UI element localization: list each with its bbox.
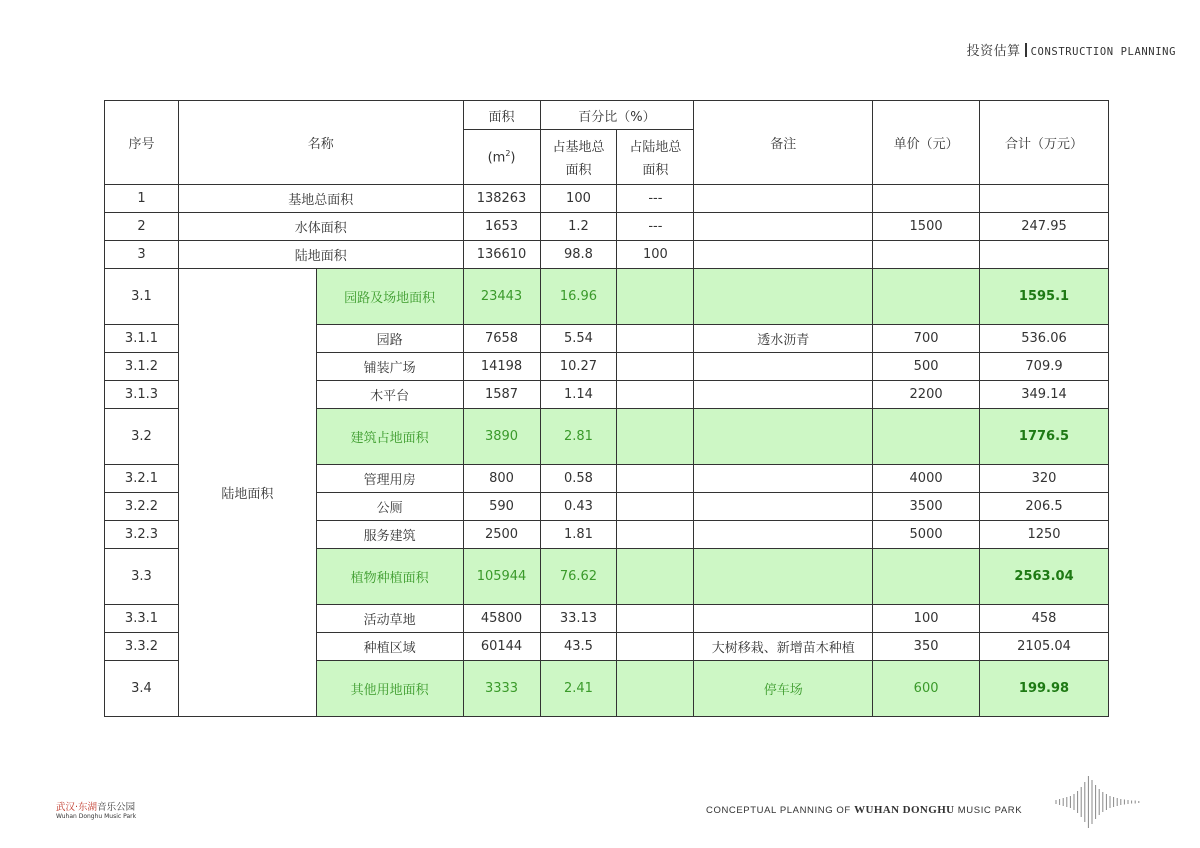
row-area: 45800: [463, 605, 540, 633]
row-price: 1500: [873, 213, 980, 241]
row-total: 206.5: [980, 493, 1109, 521]
row-pct-land: [617, 353, 694, 381]
row-price: 3500: [873, 493, 980, 521]
row-index: 3.2.3: [105, 521, 179, 549]
row-name: 水体面积: [178, 213, 463, 241]
row-price: 100: [873, 605, 980, 633]
row-name: 植物种植面积: [316, 549, 463, 605]
header-percent: 百分比（%）: [540, 101, 694, 130]
row-index: 3.3.1: [105, 605, 179, 633]
row-name: 基地总面积: [178, 185, 463, 213]
row-area: 3890: [463, 409, 540, 465]
row-total: 1250: [980, 521, 1109, 549]
row-pct-site: 2.81: [540, 409, 617, 465]
caption-strong: WUHAN DONGHU: [854, 804, 955, 816]
header-title-en: CONSTRUCTION PLANNING: [1030, 46, 1176, 58]
row-pct-site: 33.13: [540, 605, 617, 633]
row-pct-site: 16.96: [540, 269, 617, 325]
logo-en: Wuhan Donghu Music Park: [56, 813, 137, 820]
row-index: 3: [105, 241, 179, 269]
row-note: [694, 381, 873, 409]
logo-zh-dot: ·: [75, 802, 79, 813]
row-area: 105944: [463, 549, 540, 605]
header-pct-land: [617, 130, 694, 185]
header-row: [105, 101, 1109, 130]
row-total: 2563.04: [980, 549, 1109, 605]
row-total: 349.14: [980, 381, 1109, 409]
row-note: [694, 409, 873, 465]
row-total: 1595.1: [980, 269, 1109, 325]
caption-part1: CONCEPTUAL PLANNING OF: [706, 805, 851, 816]
land-group-label: 陆地面积: [178, 269, 316, 717]
row-total: 458: [980, 605, 1109, 633]
row-index: 3.4: [105, 661, 179, 717]
pct-site-line2: 面积: [565, 163, 592, 178]
header-pct-site: [540, 130, 617, 185]
row-total: 536.06: [980, 325, 1109, 353]
row-price: 350: [873, 633, 980, 661]
row-note: 停车场: [694, 661, 873, 717]
header-index: 序号: [105, 101, 179, 185]
row-price: [873, 269, 980, 325]
header-title-zh: 投资估算: [966, 44, 1021, 59]
row-note: [694, 521, 873, 549]
row-price: 4000: [873, 465, 980, 493]
row-note: [694, 269, 873, 325]
header-total: 合计（万元）: [980, 101, 1109, 185]
budget-table: [104, 100, 1109, 717]
row-pct-site: 10.27: [540, 353, 617, 381]
pct-land-line2: 面积: [642, 163, 669, 178]
table-row: [105, 213, 1109, 241]
row-note: [694, 353, 873, 381]
row-total: [980, 185, 1109, 213]
row-price: 600: [873, 661, 980, 717]
row-name: 其他用地面积: [316, 661, 463, 717]
pct-site-line1: 占基地总: [552, 140, 605, 155]
row-area: 1587: [463, 381, 540, 409]
row-note: [694, 241, 873, 269]
row-note: [694, 549, 873, 605]
row-price: 500: [873, 353, 980, 381]
row-index: 3.3: [105, 549, 179, 605]
sound-wave-logo-icon: [1054, 772, 1146, 832]
row-pct-land: 100: [617, 241, 694, 269]
row-pct-land: [617, 465, 694, 493]
row-pct-site: 5.54: [540, 325, 617, 353]
row-name: 服务建筑: [316, 521, 463, 549]
park-logo: [56, 802, 136, 821]
row-name: 管理用房: [316, 465, 463, 493]
header-name: 名称: [178, 101, 463, 185]
row-pct-land: [617, 633, 694, 661]
logo-zh-part1: 武汉: [56, 802, 76, 813]
row-index: 1: [105, 185, 179, 213]
row-area: 23443: [463, 269, 540, 325]
row-price: [873, 549, 980, 605]
row-pct-land: [617, 605, 694, 633]
area-unit-sup: 2: [505, 148, 511, 158]
row-total: [980, 241, 1109, 269]
row-total: 709.9: [980, 353, 1109, 381]
row-pct-land: ---: [617, 213, 694, 241]
row-price: 5000: [873, 521, 980, 549]
footer-caption: [706, 804, 1022, 816]
row-pct-land: ---: [617, 185, 694, 213]
row-index: 3.1.2: [105, 353, 179, 381]
header-unit-price: 单价（元）: [873, 101, 980, 185]
row-pct-site: 43.5: [540, 633, 617, 661]
row-name: 园路及场地面积: [316, 269, 463, 325]
row-pct-land: [617, 409, 694, 465]
row-pct-land: [617, 549, 694, 605]
row-pct-site: 100: [540, 185, 617, 213]
row-area: 60144: [463, 633, 540, 661]
header-area-unit: [463, 130, 540, 185]
row-total: 2105.04: [980, 633, 1109, 661]
row-note: [694, 213, 873, 241]
row-area: 138263: [463, 185, 540, 213]
row-pct-land: [617, 493, 694, 521]
row-index: 3.2: [105, 409, 179, 465]
table-row: [105, 185, 1109, 213]
header-note: 备注: [694, 101, 873, 185]
row-total: 199.98: [980, 661, 1109, 717]
row-name: 活动草地: [316, 605, 463, 633]
row-name: 建筑占地面积: [316, 409, 463, 465]
row-note: [694, 185, 873, 213]
page-header: [967, 40, 1176, 59]
row-area: 590: [463, 493, 540, 521]
row-index: 3.1: [105, 269, 179, 325]
row-note: [694, 605, 873, 633]
row-index: 3.1.1: [105, 325, 179, 353]
row-pct-site: 98.8: [540, 241, 617, 269]
header-area: 面积: [463, 101, 540, 130]
row-index: 3.2.1: [105, 465, 179, 493]
row-area: 136610: [463, 241, 540, 269]
header-separator: [1025, 43, 1027, 57]
row-pct-site: 0.43: [540, 493, 617, 521]
row-pct-land: [617, 661, 694, 717]
row-area: 800: [463, 465, 540, 493]
caption-part2: MUSIC PARK: [957, 805, 1023, 816]
row-name: 木平台: [316, 381, 463, 409]
row-pct-site: 0.58: [540, 465, 617, 493]
table-row-highlight: [105, 269, 1109, 325]
table-row: [105, 241, 1109, 269]
row-pct-site: 76.62: [540, 549, 617, 605]
row-pct-land: [617, 381, 694, 409]
logo-zh-part2: 东湖: [78, 802, 98, 813]
row-index: 2: [105, 213, 179, 241]
row-index: 3.3.2: [105, 633, 179, 661]
logo-zh: [56, 802, 136, 813]
row-pct-site: 1.14: [540, 381, 617, 409]
row-pct-site: 2.41: [540, 661, 617, 717]
row-area: 14198: [463, 353, 540, 381]
row-note: [694, 493, 873, 521]
area-unit-prefix: (m: [487, 150, 506, 166]
row-index: 3.2.2: [105, 493, 179, 521]
row-price: 700: [873, 325, 980, 353]
logo-zh-part3: 音乐公园: [97, 802, 136, 813]
row-total: 320: [980, 465, 1109, 493]
row-note: [694, 465, 873, 493]
row-total: 1776.5: [980, 409, 1109, 465]
row-pct-site: 1.2: [540, 213, 617, 241]
row-price: [873, 241, 980, 269]
pct-land-line1: 占陆地总: [629, 140, 682, 155]
row-name: 种植区域: [316, 633, 463, 661]
row-pct-land: [617, 269, 694, 325]
row-area: 3333: [463, 661, 540, 717]
row-name: 公厕: [316, 493, 463, 521]
row-price: [873, 185, 980, 213]
row-area: 7658: [463, 325, 540, 353]
row-name: 铺装广场: [316, 353, 463, 381]
row-area: 1653: [463, 213, 540, 241]
row-pct-land: [617, 325, 694, 353]
area-unit-suffix: ): [510, 150, 516, 166]
row-area: 2500: [463, 521, 540, 549]
row-pct-site: 1.81: [540, 521, 617, 549]
row-note: 大树移栽、新增苗木种植: [694, 633, 873, 661]
row-note: 透水沥青: [694, 325, 873, 353]
row-total: 247.95: [980, 213, 1109, 241]
row-index: 3.1.3: [105, 381, 179, 409]
row-price: 2200: [873, 381, 980, 409]
row-price: [873, 409, 980, 465]
row-name: 园路: [316, 325, 463, 353]
row-pct-land: [617, 521, 694, 549]
row-name: 陆地面积: [178, 241, 463, 269]
